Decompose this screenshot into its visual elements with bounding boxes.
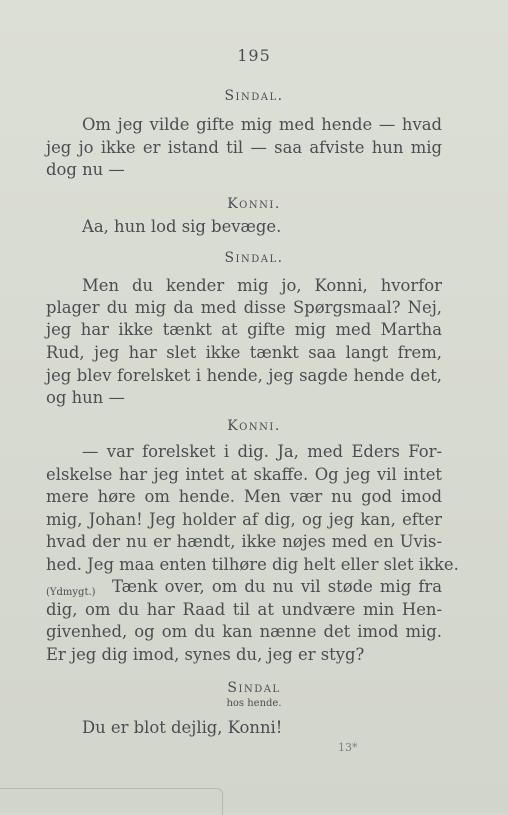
text-line: og hun — — [46, 388, 125, 407]
text-line: givenhed, og om du kan nænne det imod mig. — [46, 622, 442, 641]
page-number: 195 — [237, 46, 271, 65]
text-line: Er jeg dig imod, synes du, jeg er styg? — [46, 645, 365, 664]
text-line: dig, om du har Raad til at undvære min Hen- — [46, 600, 442, 619]
speaker-heading: Sindal — [227, 680, 281, 696]
text-line: — var forelsket i dig. Ja, med Eders For- — [82, 442, 442, 461]
text-line: Men du kender mig jo, Konni, hvorfor — [82, 276, 442, 295]
text-line: dog nu — — [46, 160, 125, 179]
speaker-heading: Konni. — [227, 418, 281, 434]
text-line: Om jeg vilde gifte mig med hende — hvad — [82, 115, 442, 134]
text-line: hed. Jeg maa enten tilhøre dig helt eller slet ikke. — [46, 555, 459, 574]
speaker-heading: Konni. — [227, 196, 281, 212]
text-line: Aa, hun lod sig bevæge. — [82, 217, 282, 236]
signature-mark: 13* — [338, 741, 358, 754]
text-line: hvad der nu er hændt, ikke nøjes med en Uvis- — [46, 532, 442, 551]
text-line: mere høre om hende. Men vær nu god imod — [46, 487, 442, 506]
text-line: elskelse har jeg intet at skaffe. Og jeg vil intet — [46, 465, 442, 484]
speaker-heading: Sindal. — [224, 88, 284, 104]
page-edge — [0, 788, 223, 815]
text-line: Tænk over, om du nu vil støde mig fra — [112, 577, 442, 596]
stage-direction: (Ydmygt.) — [46, 587, 96, 598]
text-line: plager du mig da med disse Spørgsmaal? Nej, — [46, 298, 442, 317]
text-line: Du er blot dejlig, Konni! — [82, 718, 283, 737]
text-line: jeg blev forelsket i hende, jeg sagde hende det, — [46, 366, 442, 385]
stage-direction: hos hende. — [226, 698, 282, 709]
text-line: jeg jo ikke er istand til — saa afviste hun mig — [46, 138, 442, 157]
speaker-heading: Sindal. — [224, 250, 284, 266]
text-line: mig, Johan! Jeg holder af dig, og jeg kan, efter — [46, 510, 442, 529]
text-line: jeg har ikke tænkt at gifte mig med Martha — [46, 320, 442, 339]
text-line: Rud, jeg har slet ikke tænkt saa langt frem, — [46, 343, 442, 362]
